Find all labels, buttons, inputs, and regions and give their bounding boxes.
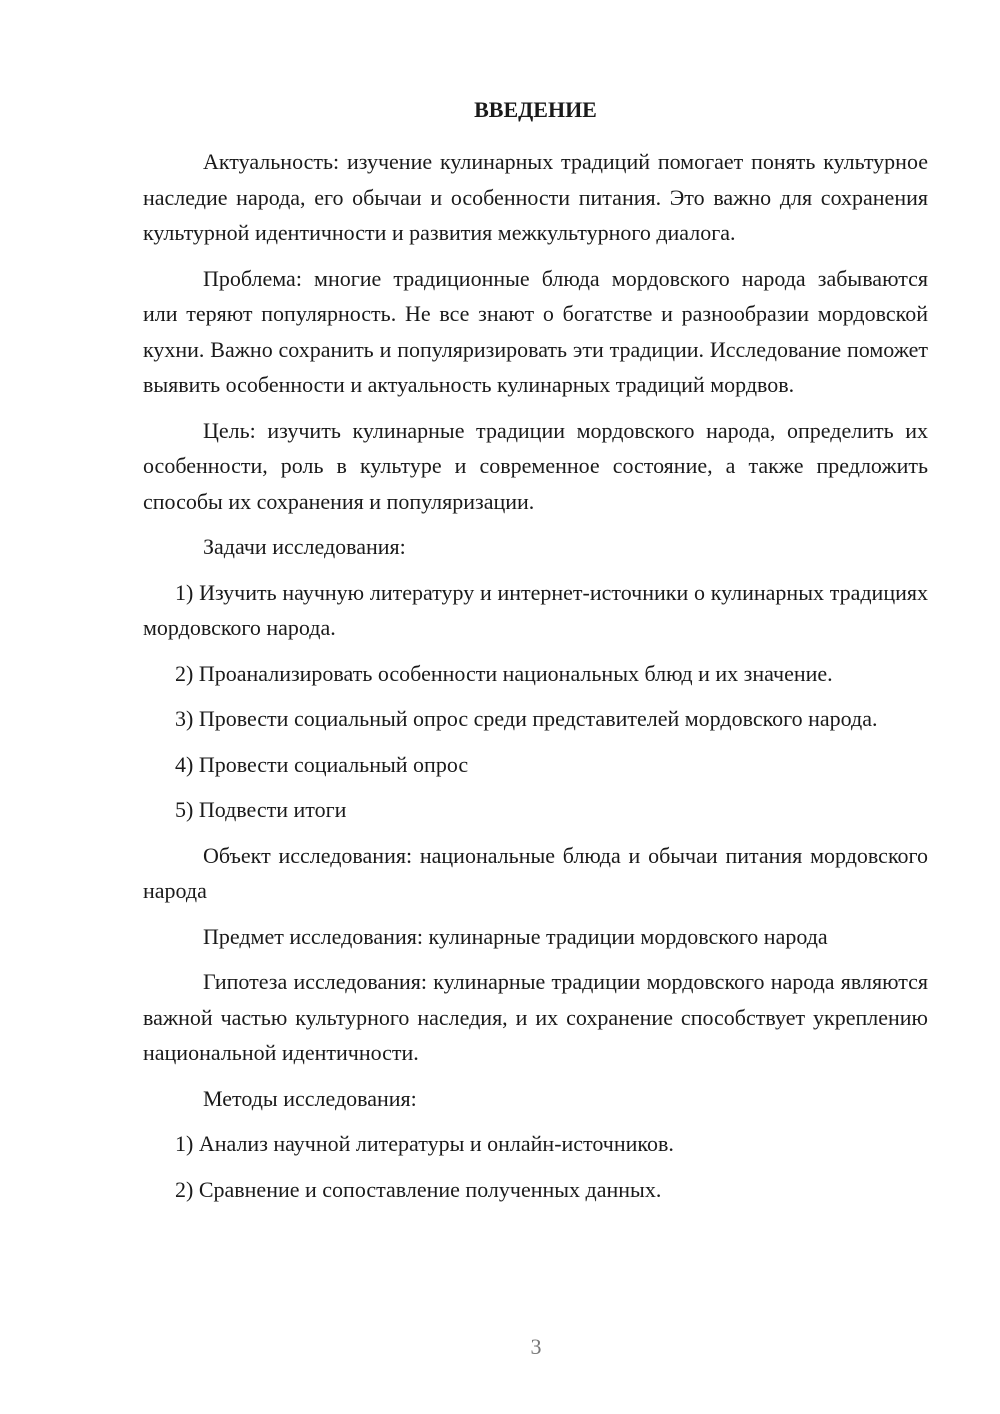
- paragraph-relevance: Актуальность: изучение кулинарных традиций помогает понять культурное наследие народа, его обычаи и особенности питания. Это важно для сохранения культурной идентичности и развития межкультурного диалога.: [143, 149, 928, 245]
- task-item: 1) Изучить научную литературу и интернет-источники о кулинарных традициях мордовского народа.: [143, 579, 928, 640]
- page-number: 3: [530, 1334, 542, 1359]
- task-item: 3) Провести социальный опрос среди представителей мордовского народа.: [175, 706, 878, 731]
- tasks-heading: Задачи исследования:: [203, 534, 406, 559]
- document-page: [143, 92, 928, 1217]
- paragraph-goal: Цель: изучить кулинарные традиции мордовского народа, определить их особенности, роль в культуре и современное состояние, а также предложить способы их сохранения и популяризации.: [143, 417, 928, 514]
- page-title: ВВЕДЕНИЕ: [474, 97, 597, 122]
- methods-heading: Методы исследования:: [203, 1085, 417, 1111]
- paragraph-hypothesis: Гипотеза исследования: кулинарные традиции мордовского народа являются важной частью культурного наследия, и их сохранение способствует укреплению национальной идентичности.: [143, 969, 928, 1065]
- method-item: 2) Сравнение и сопоставление полученных данных.: [175, 1176, 662, 1202]
- paragraph-problem: Проблема: многие традиционные блюда мордовского народа забываются или теряют популярность. Не все знают о богатстве и разнообразии мордовской кухни. Важно сохранить и популяризировать эти традиции. Исследование поможет выявить особенности и актуальность кулинарных традиций мордвов.: [143, 265, 928, 397]
- task-item: 4) Провести социальный опрос: [175, 751, 469, 777]
- paragraph-subject: Предмет исследования: кулинарные традиции мордовского народа: [203, 923, 828, 949]
- task-item: 5) Подвести итоги: [175, 797, 347, 822]
- method-item: 1) Анализ научной литературы и онлайн-источников.: [175, 1131, 674, 1156]
- paragraph-object: Объект исследования: национальные блюда и обычаи питания мордовского народа: [143, 842, 928, 903]
- task-item: 2) Проанализировать особенности национальных блюд и их значение.: [175, 660, 833, 686]
